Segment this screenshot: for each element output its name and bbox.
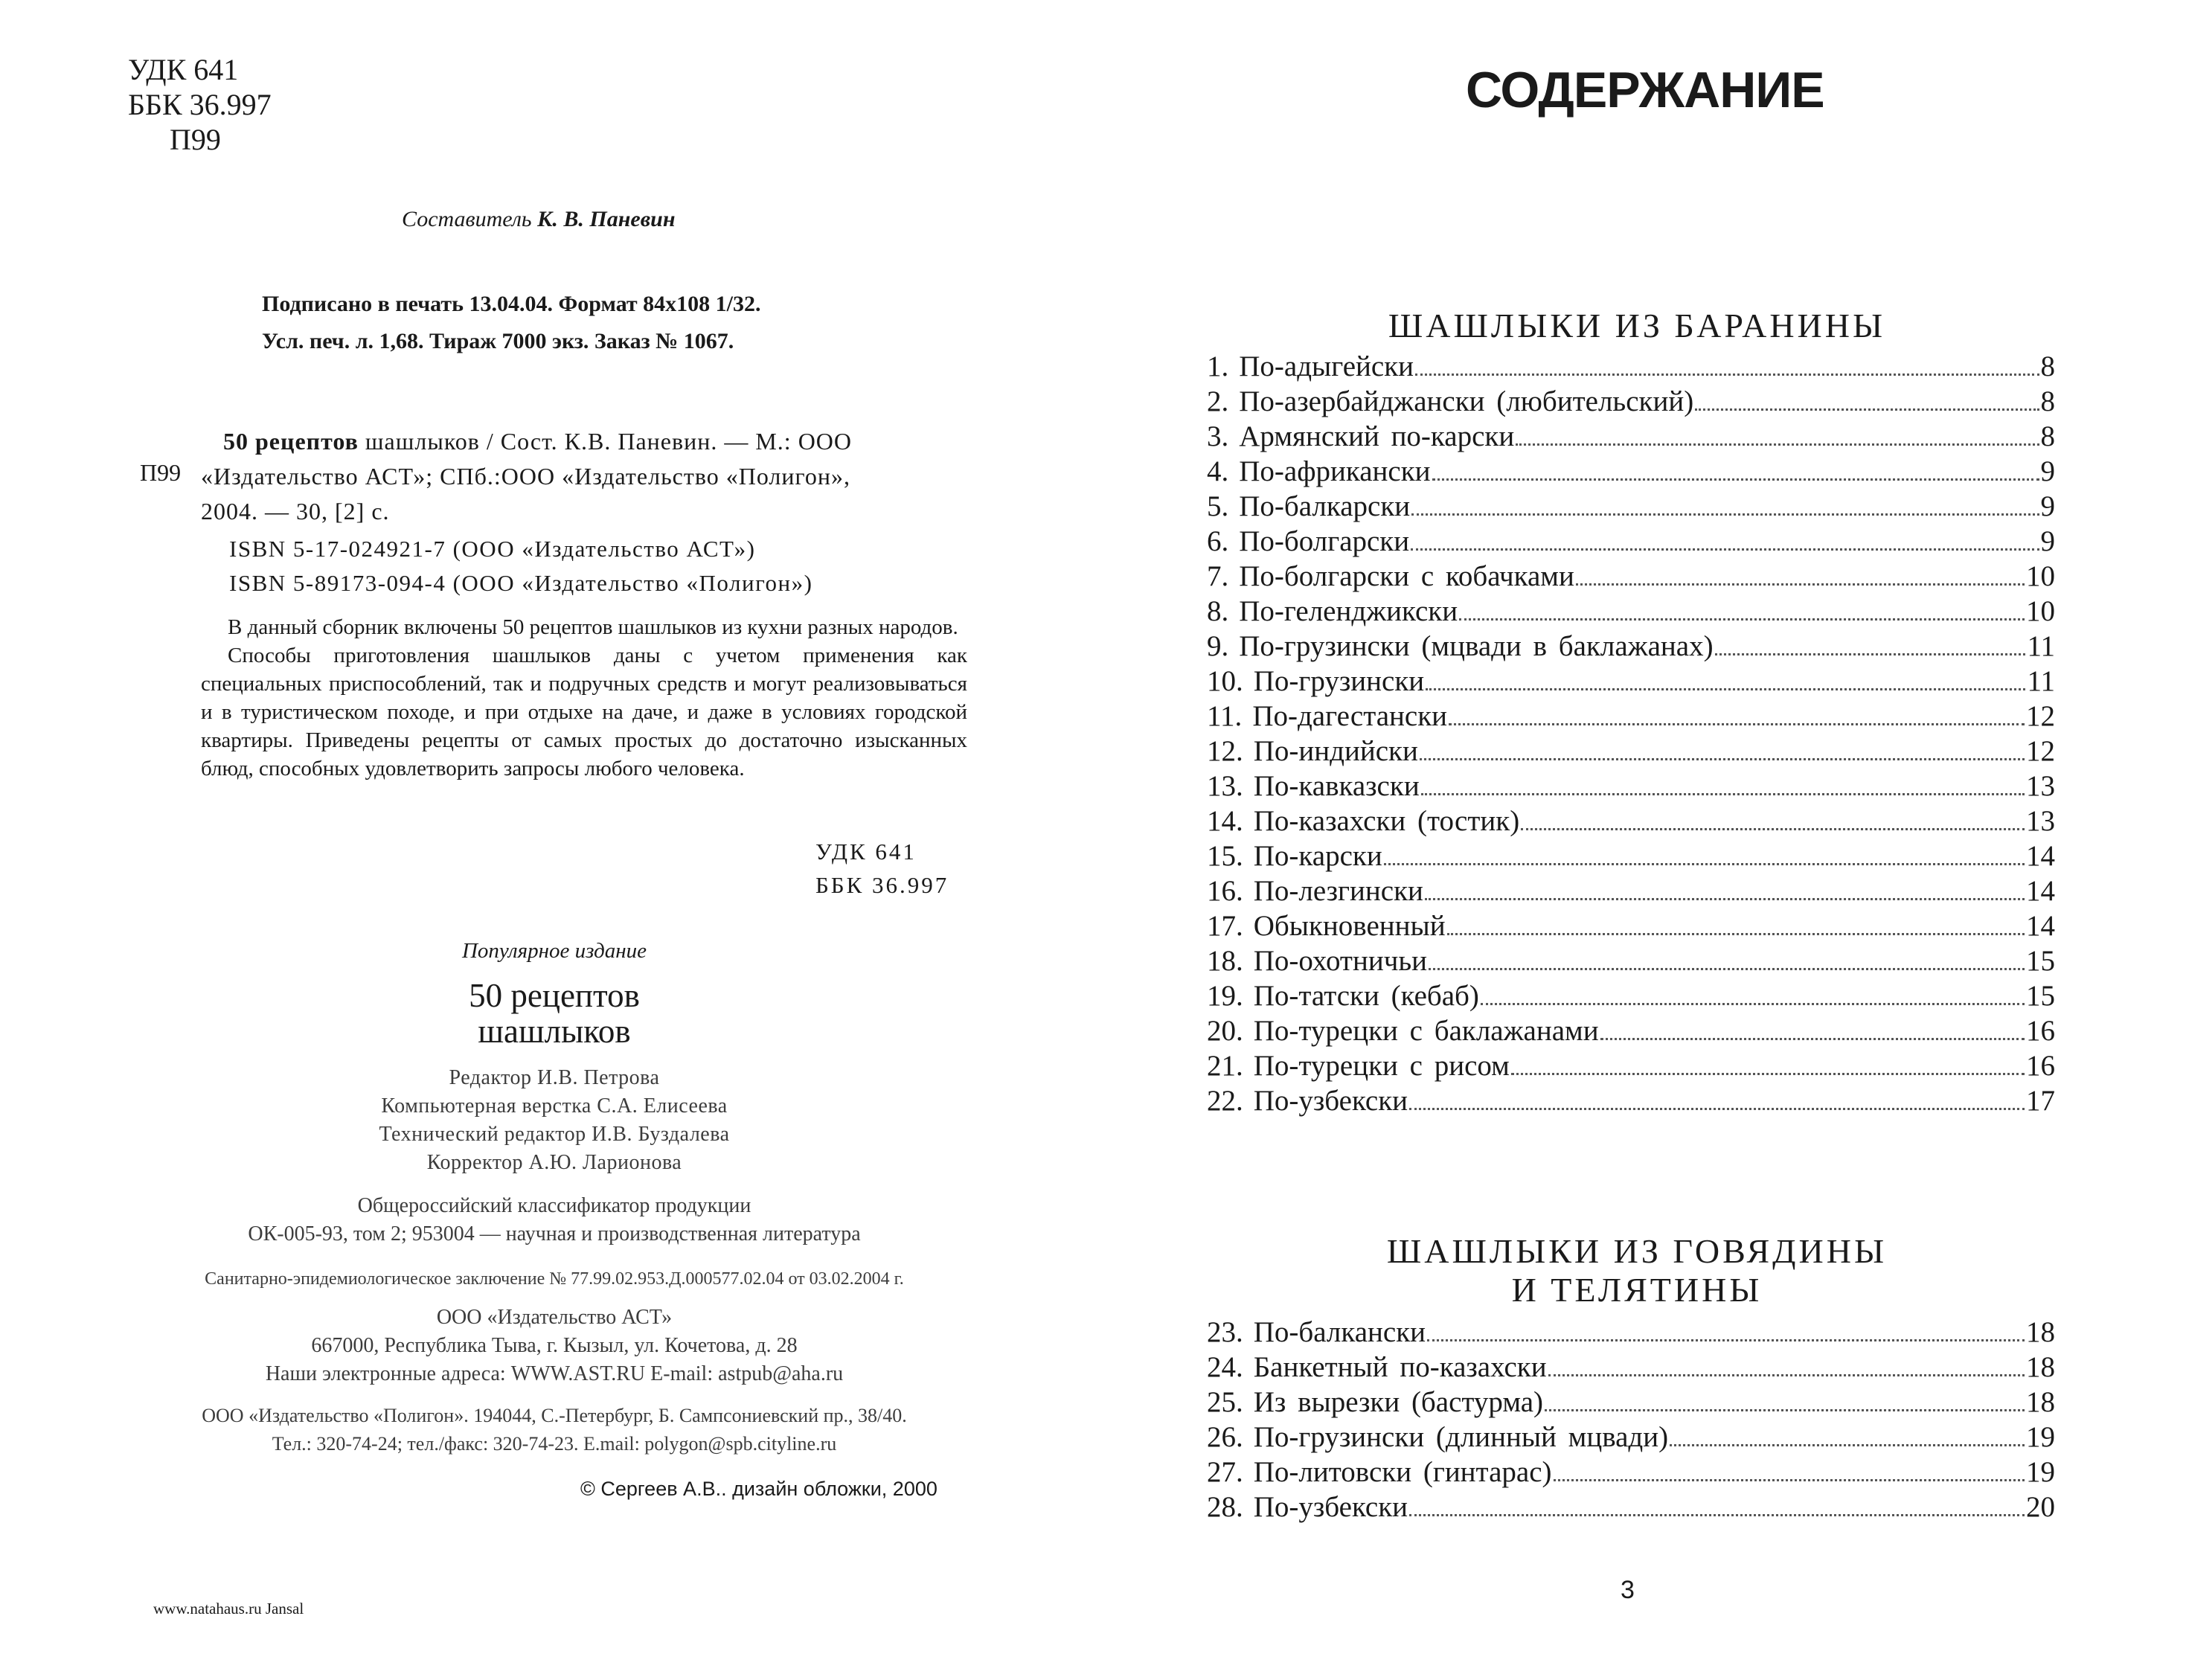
bib-text: 2004. — 30, [2] с. — [201, 498, 390, 525]
toc-entry — [1207, 594, 2055, 629]
toc-entry-title: По-кавказски — [1253, 770, 1420, 802]
udk-block-bottom — [815, 835, 949, 902]
toc-entry — [1207, 1350, 2055, 1385]
section-heading-line: ШАШЛЫКИ ИЗ ГОВЯДИНЫ — [1386, 1232, 1888, 1270]
toc-entry — [1207, 1049, 2055, 1084]
toc-entry-page: 16 — [2026, 1015, 2055, 1047]
toc-list-lamb — [1207, 350, 2055, 1119]
toc-leader-dots — [1427, 1339, 2025, 1341]
toc-leader-dots — [1384, 863, 2025, 865]
toc-entry-page: 8 — [2040, 420, 2055, 452]
book-title-line: 50 рецептов — [469, 977, 640, 1014]
toc-entry — [1207, 769, 2055, 804]
toc-entry-number: 4. — [1207, 455, 1229, 487]
toc-leader-dots — [1420, 758, 2025, 760]
toc-entry-title: По-узбекски — [1253, 1085, 1408, 1117]
bib-title: 50 рецептов — [223, 428, 359, 455]
toc-entry — [1207, 420, 2055, 455]
toc-entry-title: По-узбекски — [1253, 1491, 1408, 1523]
author-mark: П99 — [170, 123, 221, 156]
section-heading-lamb — [1190, 307, 2083, 345]
toc-entry-title: По-татски (кебаб) — [1253, 980, 1479, 1012]
toc-entry-number: 17. — [1207, 910, 1243, 942]
toc-entry-title: Из вырезки (бастурма) — [1253, 1386, 1544, 1418]
bbk-code: ББК 36.997 — [815, 872, 949, 898]
toc-entry-title: По-балкански — [1253, 1316, 1426, 1348]
udk-block-top — [128, 52, 272, 157]
annotation-paragraph: В данный сборник включены 50 рецептов шашлыков из кухни разных народов. — [228, 615, 958, 639]
toc-entry-number: 28. — [1207, 1491, 1243, 1523]
publisher-line: Наши электронные адреса: WWW.AST.RU E-mail: astpub@aha.ru — [265, 1362, 844, 1385]
toc-entry-number: 8. — [1207, 595, 1229, 627]
publisher-line: ООО «Издательство АСТ» — [436, 1306, 673, 1329]
toc-leader-dots — [1409, 1108, 2025, 1110]
credit-line: Редактор И.В. Петрова — [449, 1066, 660, 1089]
toc-entry-title: По-лезгински — [1253, 875, 1423, 907]
toc-entry-number: 21. — [1207, 1050, 1243, 1082]
toc-leader-dots — [1670, 1444, 2025, 1446]
toc-leader-dots — [1715, 653, 2026, 655]
toc-entry-title: Обыкновенный — [1253, 910, 1446, 942]
toc-entry-page: 18 — [2026, 1351, 2055, 1383]
toc-leader-dots — [1447, 933, 2025, 935]
toc-entry-page: 16 — [2026, 1050, 2055, 1082]
toc-leader-dots — [1432, 478, 2039, 481]
toc-entry-number: 10. — [1207, 665, 1243, 697]
publisher-line: ООО «Издательство «Полигон». 194044, С.-Петербург, Б. Сампсониевский пр., 38/40. — [202, 1405, 907, 1426]
toc-entry — [1207, 629, 2055, 664]
toc-entry-page: 11 — [2027, 630, 2055, 662]
toc-entry-title: По-азербайджански (любительский) — [1239, 385, 1694, 417]
toc-entry — [1207, 664, 2055, 699]
toc-list-beef — [1207, 1315, 2055, 1525]
credit-line: Компьютерная верстка С.А. Елисеева — [381, 1094, 728, 1118]
toc-entry-title: По-турецки с баклажанами — [1253, 1015, 1599, 1047]
toc-entry-title: Банкетный по-казахски — [1253, 1351, 1547, 1383]
toc-entry-title: По-болгарски с кобачками — [1239, 560, 1574, 592]
classifier-line: Общероссийский классификатор продукции — [357, 1194, 751, 1217]
toc-entry-number: 25. — [1207, 1386, 1243, 1418]
toc-entry — [1207, 350, 2055, 385]
toc-entry-page: 11 — [2027, 665, 2055, 697]
compiler-line — [402, 207, 675, 232]
toc-leader-dots — [1409, 1514, 2025, 1516]
compiler-label: Составитель — [402, 207, 532, 231]
toc-entry-page: 18 — [2026, 1386, 2055, 1418]
colophon — [0, 1064, 1109, 1458]
toc-entry-number: 14. — [1207, 805, 1243, 837]
toc-entry-number: 20. — [1207, 1015, 1243, 1047]
toc-entry-page: 8 — [2040, 385, 2055, 417]
credit-line: Технический редактор И.В. Буздалева — [379, 1123, 730, 1146]
toc-entry-number: 6. — [1207, 525, 1229, 557]
bibliographic-record — [201, 424, 967, 529]
toc-entry — [1207, 1084, 2055, 1119]
toc-leader-dots — [1548, 1374, 2025, 1376]
toc-entry-page: 15 — [2026, 980, 2055, 1012]
toc-entry-page: 14 — [2026, 840, 2055, 872]
classifier-line: ОК-005-93, том 2; 953004 — научная и производственная литература — [248, 1222, 861, 1245]
toc-entry — [1207, 804, 2055, 839]
toc-entry-title: По-болгарски — [1239, 525, 1410, 557]
toc-leader-dots — [1554, 1479, 2025, 1481]
toc-entry — [1207, 734, 2055, 769]
toc-entry — [1207, 1385, 2055, 1420]
toc-entry-number: 1. — [1207, 350, 1229, 382]
toc-entry-number: 3. — [1207, 420, 1229, 452]
toc-entry — [1207, 560, 2055, 594]
toc-entry-page: 10 — [2026, 595, 2055, 627]
toc-entry-page: 17 — [2026, 1085, 2055, 1117]
toc-entry-number: 19. — [1207, 980, 1243, 1012]
toc-entry — [1207, 944, 2055, 979]
toc-leader-dots — [1415, 373, 2039, 376]
bbk-code: ББК 36.997 — [128, 88, 272, 121]
section-heading-line: ШАШЛЫКИ ИЗ БАРАНИНЫ — [1388, 307, 1886, 344]
bib-text: шашлыков / Сост. К.В. Паневин. — М.: ООО — [365, 428, 853, 455]
toc-entry — [1207, 525, 2055, 560]
print-info — [262, 286, 761, 360]
toc-entry — [1207, 385, 2055, 420]
popular-edition-label: Популярное издание — [461, 939, 647, 963]
toc-entry-page: 9 — [2040, 455, 2055, 487]
toc-entry-number: 13. — [1207, 770, 1243, 802]
toc-leader-dots — [1511, 1073, 2025, 1075]
toc-entry — [1207, 1014, 2055, 1049]
toc-entry — [1207, 839, 2055, 874]
toc-entry-number: 24. — [1207, 1351, 1243, 1383]
toc-entry-page: 9 — [2040, 490, 2055, 522]
toc-entry-title: По-африкански — [1239, 455, 1431, 487]
section-heading-line: И ТЕЛЯТИНЫ — [1511, 1271, 1763, 1309]
toc-entry-title: По-грузински (мцвади в баклажанах) — [1239, 630, 1714, 662]
toc-leader-dots — [1600, 1038, 2025, 1040]
toc-entry-title: По-грузински (длинный мцвади) — [1253, 1421, 1669, 1453]
toc-leader-dots — [1411, 513, 2039, 516]
toc-leader-dots — [1449, 723, 2025, 725]
toc-entry-title: Армянский по-карски — [1239, 420, 1515, 452]
toc-entry-page: 9 — [2040, 525, 2055, 557]
toc-entry-title: По-индийски — [1253, 735, 1418, 767]
toc-entry-number: 18. — [1207, 945, 1243, 977]
toc-leader-dots — [1429, 968, 2025, 970]
toc-entry-title: По-казахски (тостик) — [1253, 805, 1520, 837]
toc-entry-page: 13 — [2026, 805, 2055, 837]
bib-author-mark: П99 — [140, 459, 182, 486]
toc-entry-title: По-карски — [1253, 840, 1382, 872]
copyright: © Сергеев А.В.. дизайн обложки, 2000 — [580, 1478, 937, 1500]
toc-entry-title: По-геленджикски — [1239, 595, 1458, 627]
toc-entry-page: 12 — [2026, 700, 2055, 732]
book-title-line: шашлыков — [478, 1013, 631, 1050]
toc-entry-number: 9. — [1207, 630, 1229, 662]
toc-entry-number: 11. — [1207, 700, 1243, 732]
toc-entry-number: 23. — [1207, 1316, 1243, 1348]
toc-entry — [1207, 1455, 2055, 1490]
toc-entry-title: По-охотничьи — [1253, 945, 1427, 977]
toc-leader-dots — [1459, 618, 2025, 621]
toc-entry-number: 12. — [1207, 735, 1243, 767]
toc-entry-page: 18 — [2026, 1316, 2055, 1348]
toc-entry — [1207, 699, 2055, 734]
toc-entry-title: По-балкарски — [1239, 490, 1411, 522]
udk-code: УДК 641 — [128, 53, 239, 86]
isbn-ast: ISBN 5-17-024921-7 (ООО «Издательство АСТ») — [229, 536, 756, 562]
website-credit: www.natahaus.ru Jansal — [153, 1600, 304, 1618]
toc-leader-dots — [1521, 828, 2025, 830]
toc-leader-dots — [1425, 898, 2025, 900]
toc-entry-number: 15. — [1207, 840, 1243, 872]
toc-leader-dots — [1421, 793, 2025, 795]
toc-entry-title: По-адыгейски — [1239, 350, 1414, 382]
compiler-name: К. В. Паневин — [537, 207, 676, 231]
toc-entry-number: 2. — [1207, 385, 1229, 417]
toc-leader-dots — [1426, 688, 2025, 690]
toc-entry-page: 14 — [2026, 875, 2055, 907]
annotation-paragraph: Способы приготовления шашлыков даны с учетом применения как специальных приспособлений, так и подручных средств и могут реализовываться и в туристическом походе, и при отдыхе на даче, и даже в условиях городской квартиры. Приведены рецепты от самых простых до достаточно изысканных блюд, способных удовлетворить запросы любого человека. — [201, 644, 967, 780]
sanitary-line: Санитарно-эпидемиологическое заключение № 77.99.02.953.Д.000577.02.04 от 03.02.2004 г. — [205, 1269, 904, 1289]
toc-entry — [1207, 1420, 2055, 1455]
print-info-line: Подписано в печать 13.04.04. Формат 84х108 1/32. — [262, 292, 761, 316]
toc-entry — [1207, 909, 2055, 944]
toc-entry-page: 10 — [2026, 560, 2055, 592]
toc-entry-number: 26. — [1207, 1421, 1243, 1453]
toc-entry-page: 13 — [2026, 770, 2055, 802]
toc-leader-dots — [1576, 583, 2025, 586]
isbn-polygon: ISBN 5-89173-094-4 (ООО «Издательство «Полигон») — [229, 570, 813, 596]
udk-code: УДК 641 — [815, 839, 917, 865]
toc-leader-dots — [1411, 548, 2039, 551]
toc-entry-page: 15 — [2026, 945, 2055, 977]
toc-entry-title: По-дагестански — [1252, 700, 1448, 732]
toc-entry — [1207, 979, 2055, 1014]
toc-leader-dots — [1481, 1003, 2025, 1005]
toc-entry-title: По-литовски (гинтарас) — [1253, 1456, 1552, 1488]
toc-entry — [1207, 1315, 2055, 1350]
toc-entry-page: 14 — [2026, 910, 2055, 942]
toc-entry-number: 22. — [1207, 1085, 1243, 1117]
page-number: 3 — [1621, 1576, 1635, 1604]
book-title — [0, 978, 1109, 1049]
toc-entry-number: 7. — [1207, 560, 1229, 592]
toc-entry-number: 27. — [1207, 1456, 1243, 1488]
toc-entry-page: 20 — [2026, 1491, 2055, 1523]
bib-text: «Издательство АСТ»; СПб.:ООО «Издательство «Полигон», — [201, 463, 850, 490]
toc-entry-page: 12 — [2026, 735, 2055, 767]
toc-leader-dots — [1545, 1409, 2025, 1411]
toc-entry-page: 19 — [2026, 1421, 2055, 1453]
toc-entry-number: 16. — [1207, 875, 1243, 907]
toc-entry — [1207, 874, 2055, 909]
toc-entry — [1207, 1490, 2055, 1525]
toc-leader-dots — [1516, 443, 2039, 446]
toc-entry-title: По-грузински — [1253, 665, 1425, 697]
toc-entry-title: По-турецки с рисом — [1253, 1050, 1510, 1082]
toc-entry-page: 8 — [2040, 350, 2055, 382]
toc-entry-page: 19 — [2026, 1456, 2055, 1488]
publisher-line: 667000, Республика Тыва, г. Кызыл, ул. Кочетова, д. 28 — [311, 1334, 798, 1357]
annotation — [201, 613, 967, 783]
toc-leader-dots — [1695, 408, 2039, 411]
publisher-line: Тел.: 320-74-24; тел./факс: 320-74-23. E.mail: polygon@spb.cityline.ru — [272, 1433, 837, 1455]
toc-entry-number: 5. — [1207, 490, 1229, 522]
toc-entry — [1207, 455, 2055, 490]
contents-title: СОДЕРЖАНИЕ — [1466, 62, 1824, 118]
credit-line: Корректор А.Ю. Ларионова — [426, 1151, 682, 1174]
print-info-line: Усл. печ. л. 1,68. Тираж 7000 экз. Заказ № 1067. — [262, 329, 734, 353]
toc-entry — [1207, 490, 2055, 525]
section-heading-beef — [1190, 1232, 2083, 1309]
